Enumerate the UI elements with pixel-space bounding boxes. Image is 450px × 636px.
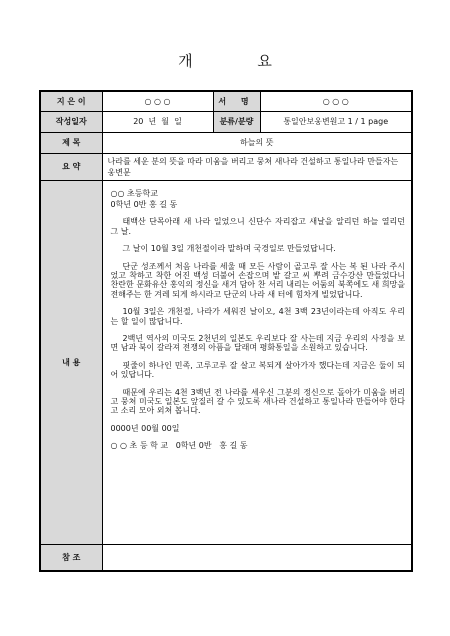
overview-form (39, 90, 413, 572)
content-paragraph: 핏줄이 하나인 민족, 고루고루 잘 살고 복되게 살아가자 했다는데 지금은 둘이 되어 있답니다. (110, 360, 405, 380)
subject-value: 하늘의 뜻 (102, 132, 412, 153)
reference-value (102, 544, 412, 571)
category-value: 통일안보웅변원고 1 / 1 page (260, 111, 412, 132)
content-paragraph: 2백년 역사의 미국도 2천년의 일본도 우리보다 잘 사는데 지금 우리의 사정을 보면 남과 북이 갈라져 전쟁의 아픔을 달래며 평화통일을 소원하고 있습니다. (110, 333, 405, 353)
author-label: 지 은 이 (40, 91, 102, 111)
content-paragraph: 단군 성조께서 처음 나라를 세울 때 모든 사람이 골고루 잘 사는 복 된 나라 주시었고 착하고 착한 어진 백성 더불어 손잡으며 밭 갈고 씨 뿌려 금수강산 만들었다니 찬란한 문화유산 홍익의 정신을 새겨 담아 찬 서리 내리는 어둠의 북쪽에도 새 희망을 전해주는 한 겨레 되게 하시라고 단군의 나라 새 터에 힘차게 빌었답니다. (110, 261, 405, 299)
page-title: 개 요 (178, 52, 302, 70)
date-value: 20 년 월 일 (102, 111, 213, 132)
subject-label: 제 목 (40, 132, 102, 153)
summary-value: 나라를 세운 분의 뜻을 따라 미움을 버리고 뭉쳐 새나라 건설하고 통일나라 만들자는 웅변문 (102, 153, 412, 180)
signature-label: 서 명 (213, 91, 260, 111)
content-paragraph: 그 날이 10월 3일 개천절이라 말하며 국경일로 만들었답니다. (122, 244, 336, 254)
summary-label: 요 약 (40, 153, 102, 180)
content-paragraph: 10월 3일은 개천절, 나라가 세워진 날이오, 4천 3백 23년이라는데 아직도 우리는 할 일이 많답니다. (110, 307, 405, 326)
content-class-name: 0학년 0반 홍 길 동 (110, 199, 178, 209)
content-paragraph: 때문에 우리는 4천 3백년 전 나라를 세우신 그분의 정신으로 돌아가 미움을 버리고 뭉쳐 미국도 일본도 앞질러 갈 수 있도록 새나라 건설하고 통일나라 만들어야 한다고 소리 모아 외쳐 봅니다. (110, 387, 405, 416)
author-value: ○ ○ ○ (102, 91, 213, 111)
date-label: 작성일자 (40, 111, 102, 132)
content-paragraph: 태백산 단목아래 새 나라 일었으니 신단수 자리잡고 새날을 알리던 하늘 열리던 그 날. (110, 217, 405, 236)
content-school: ○○ 초등학교 (110, 188, 158, 198)
signature-value: ○ ○ ○ (260, 91, 412, 111)
content-date-line: 0000년 00월 00일 (110, 423, 180, 433)
content-label: 내 용 (40, 180, 102, 544)
content-body (102, 180, 412, 544)
content-signature-line: ○ ○ 초 등 학 교 0학년 0반 홍 길 동 (110, 441, 248, 451)
reference-label: 참 조 (40, 544, 102, 571)
category-label: 분류/분량 (213, 111, 260, 132)
